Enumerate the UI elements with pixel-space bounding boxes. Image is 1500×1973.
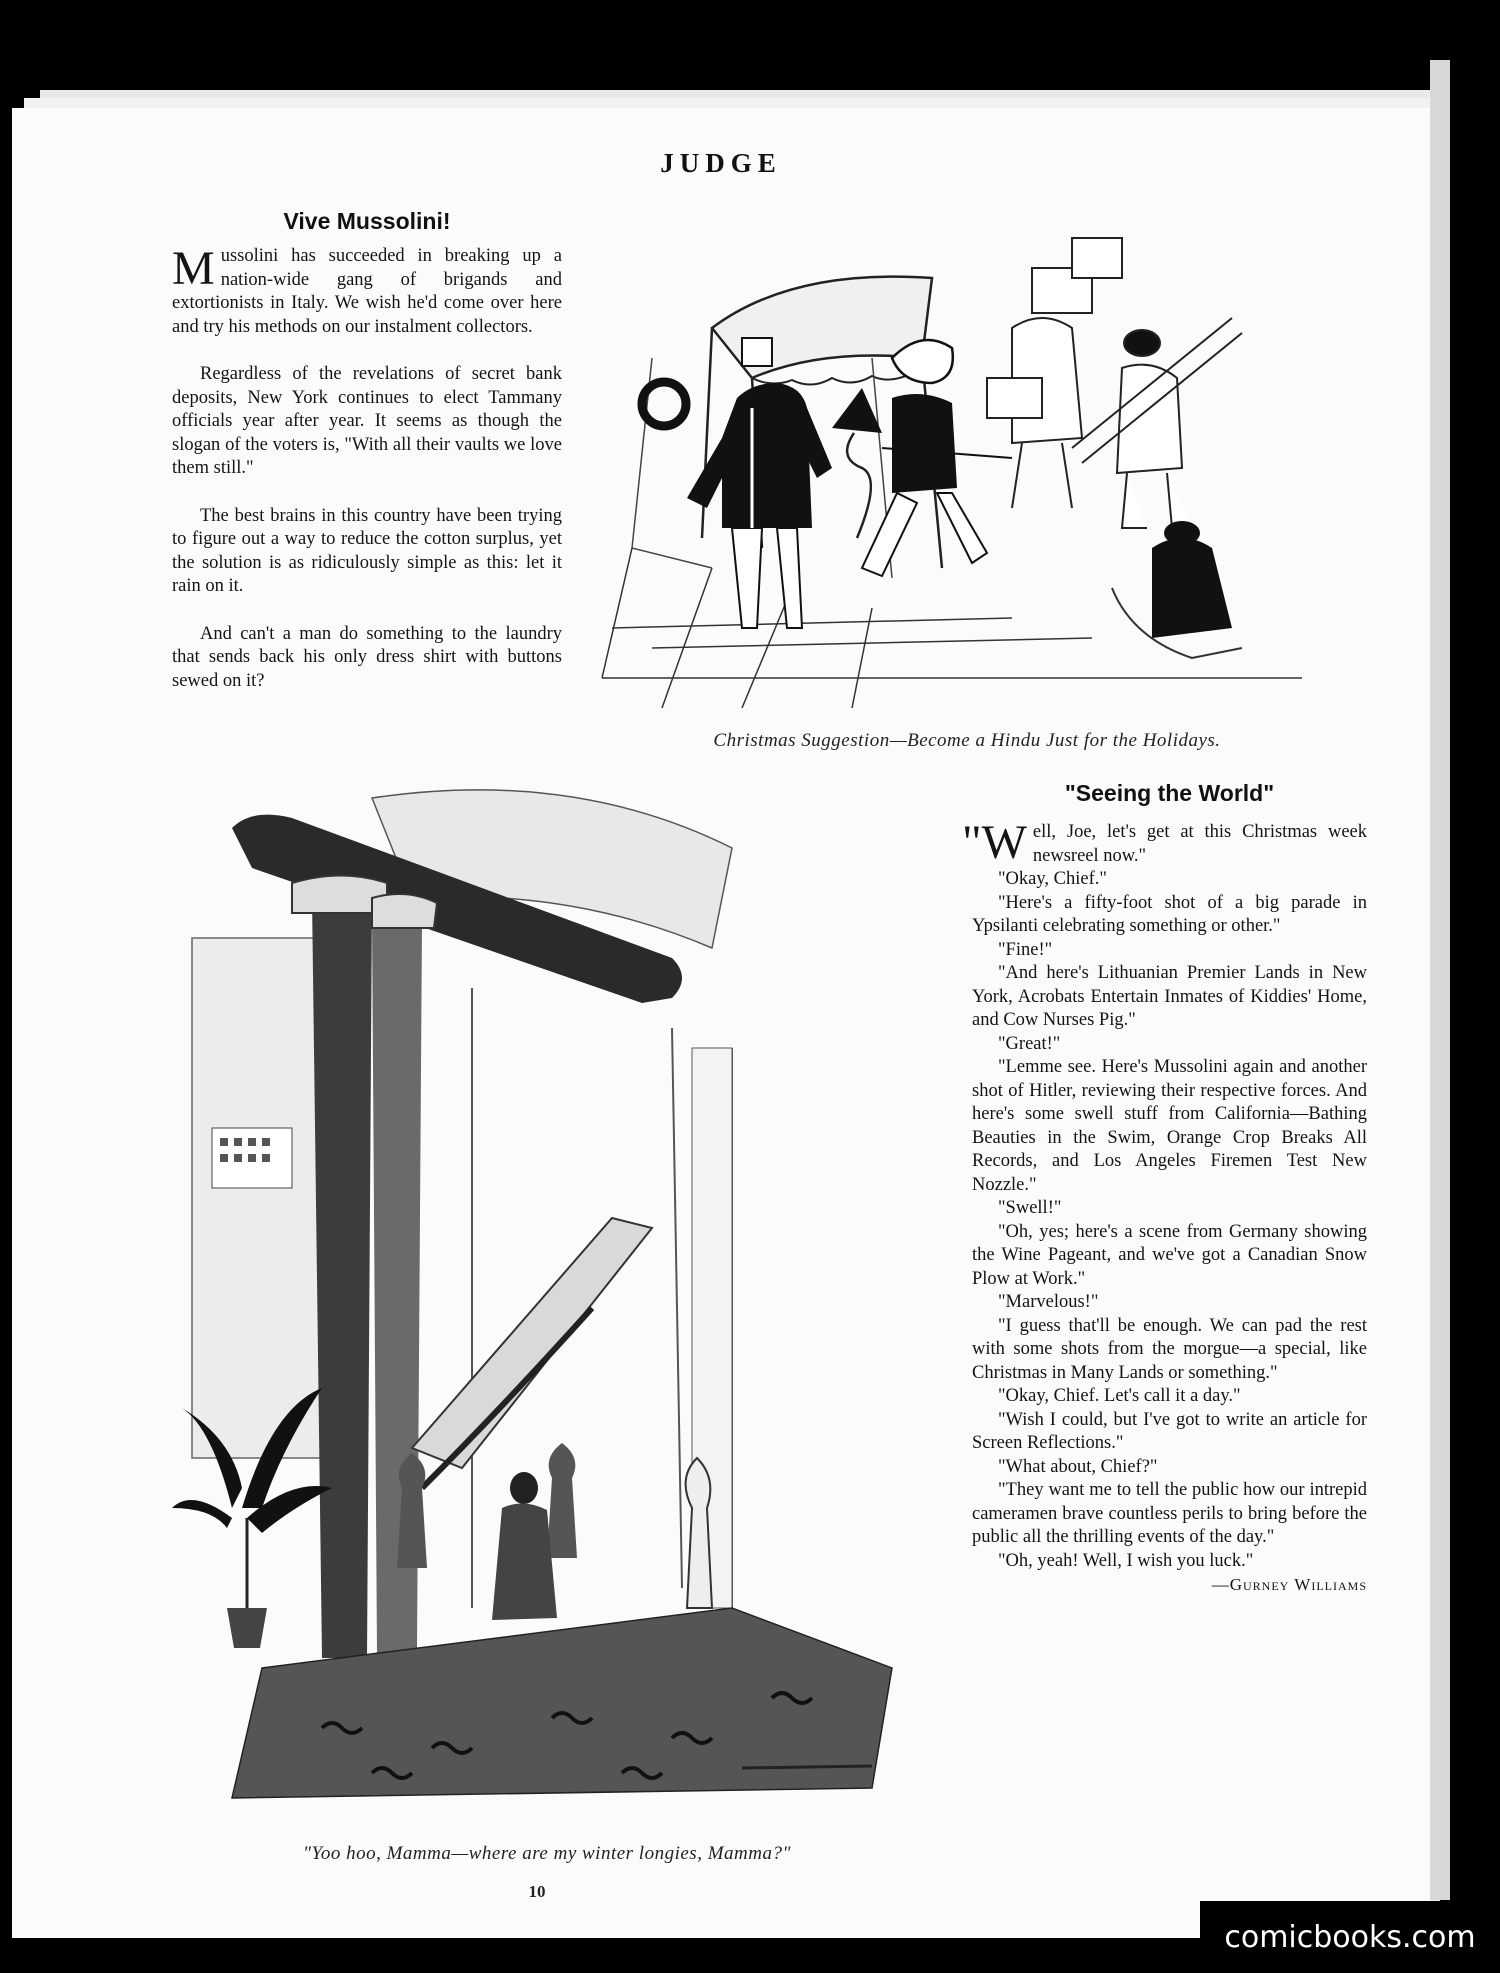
cartoon-mansion-staircase bbox=[172, 788, 922, 1828]
drop-cap-m: M bbox=[172, 242, 215, 295]
cartoon1-caption: Christmas Suggestion—Become a Hindu Just for the Holidays. bbox=[713, 730, 1221, 751]
dialogue-line-14: "What about, Chief?" bbox=[998, 1456, 1158, 1477]
article-vive-mussolini bbox=[172, 208, 562, 693]
article1-title: Vive Mussolini! bbox=[283, 208, 451, 234]
dialogue-line-10: "Marvelous!" bbox=[998, 1292, 1099, 1312]
watermark-comicbooks: comicbooks.com bbox=[1200, 1901, 1500, 1973]
dialogue-line-11: "I guess that'll be enough. We can pad the rest with some shots from the morgue—a special, like Christmas in Many Lands or something." bbox=[972, 1315, 1367, 1383]
page-right-strip bbox=[1430, 60, 1450, 1900]
dialogue-line-9: "Oh, yes; here's a scene from Germany showing the Wine Pageant, and we've got a Canadian Snow Plow at Work." bbox=[972, 1221, 1367, 1289]
cartoon-hindu-doorman bbox=[592, 208, 1312, 708]
author-signature: —Gurney Williams bbox=[1211, 1575, 1367, 1594]
article1-paragraph-4: And can't a man do something to the laundry that sends back his only dress shirt with buttons sewed on it? bbox=[172, 623, 562, 691]
dialogue-line-1: "W ell, Joe, let's get at this Christmas week newsreel now." bbox=[962, 816, 1367, 869]
magazine-page bbox=[12, 108, 1430, 1938]
cartoon2-caption: "Yoo hoo, Mamma—where are my winter longies, Mamma?" bbox=[303, 1843, 791, 1864]
dialogue-line-12: "Okay, Chief. Let's call it a day." bbox=[998, 1386, 1241, 1406]
masthead: JUDGE bbox=[660, 148, 782, 178]
dialogue-line-4: "Fine!" bbox=[998, 939, 1053, 960]
drop-cap-w: "W bbox=[962, 816, 1027, 869]
dialogue-line-13: "Wish I could, but I've got to write an article for Screen Reflections." bbox=[972, 1409, 1367, 1453]
dialogue-line-2: "Okay, Chief." bbox=[998, 869, 1107, 889]
dialogue-line-3: "Here's a fifty-foot shot of a big parade in Ypsilanti celebrating something or other." bbox=[972, 892, 1367, 936]
dialogue-line-7: "Lemme see. Here's Mussolini again and another shot of Hitler, reviewing their respective forces. And here's some swell stuff from California—Bathing Beauties in the Swim, Orange Crop Breaks All Records, and Los Angeles Firemen Test New Nozzle." bbox=[972, 1057, 1367, 1195]
dialogue-line-16: "Oh, yeah! Well, I wish you luck." bbox=[998, 1550, 1254, 1571]
page-number: 10 bbox=[528, 1882, 546, 1901]
article-seeing-the-world bbox=[962, 780, 1367, 1595]
dialogue-line-8: "Swell!" bbox=[998, 1198, 1062, 1218]
article2-title: "Seeing the World" bbox=[1064, 780, 1275, 806]
article1-paragraph-2: Regardless of the revelations of secret bank deposits, New York continues to elect Tammany officials year after year. It seems as though the slogan of the voters is, "With all their vaults we love them still." bbox=[172, 364, 562, 478]
dialogue-line-5: "And here's Lithuanian Premier Lands in New York, Acrobats Entertain Inmates of Kiddies' Home, and Cow Nurses Pig." bbox=[972, 963, 1367, 1030]
dialogue-line-6: "Great!" bbox=[998, 1033, 1061, 1054]
article1-paragraph-3: The best brains in this country have been trying to figure out a way to reduce the cotton surplus, yet the solution is as ridiculously simple as this: let it rain on it. bbox=[172, 505, 562, 596]
dialogue-line-15: "They want me to tell the public how our intrepid cameramen brave countless perils to bring before the public all the thrilling events of the day." bbox=[972, 1480, 1367, 1547]
article1-paragraph-1: Mussolini has succeeded in breaking up a nation-wide gang of brigands and extortionists in Italy. We wish he'd come over here and try his methods on our instalment collectors. bbox=[172, 242, 562, 337]
